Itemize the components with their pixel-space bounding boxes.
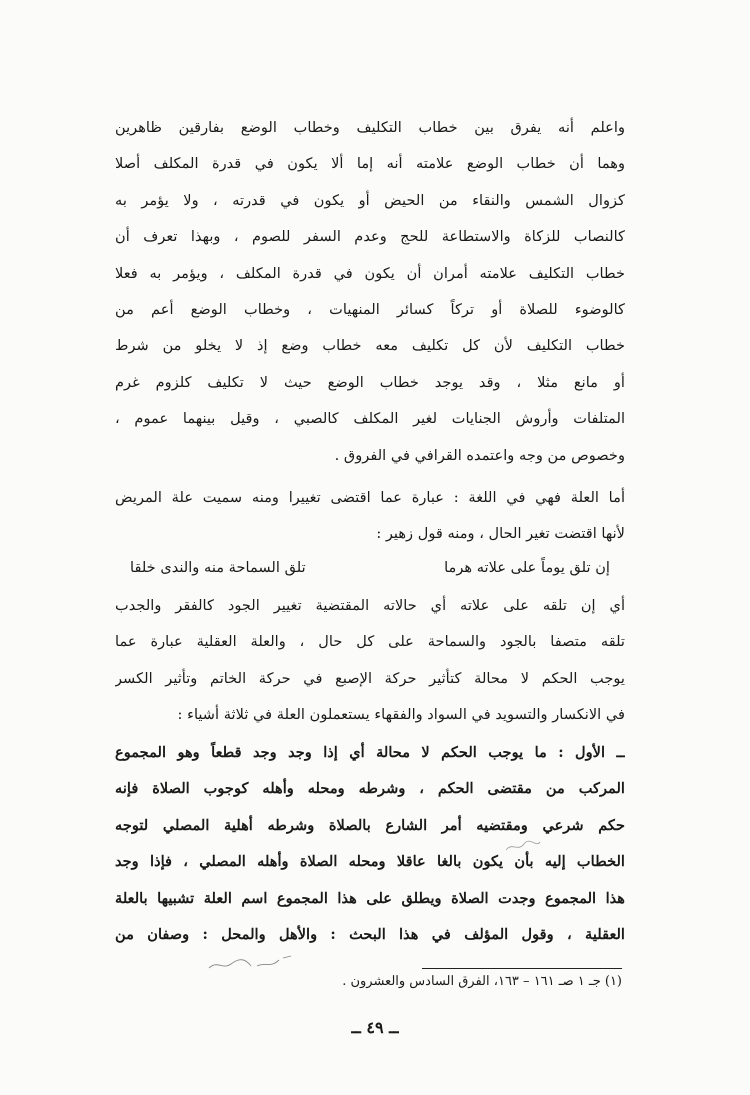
- text-line: أما العلة فهي في اللغة : عبارة عما اقتضى تغييرا ومنه سميت علة المريض: [115, 489, 625, 506]
- text-line: ــ الأول : ما يوجب الحكم لا محالة أي إذا وجد وجد قطعاً وهو المجموع: [115, 744, 625, 761]
- text-line: كالنصاب للزكاة والاستطاعة للحج وعدم السفر للصوم ، وبهذا تعرف أن: [115, 228, 625, 246]
- paragraph-explanation: [115, 588, 625, 734]
- text-line: وهما أن خطاب الوضع علامته أنه إما ألا يكون في قدرة المكلف أصلا: [115, 155, 625, 173]
- page-number: ــ ٤٩ ــ: [351, 1018, 399, 1037]
- paragraph-illa-lugha: [115, 480, 625, 553]
- text-line: العقلية ، وقول المؤلف في هذا البحث : والأهل والمحل : وصفان من: [115, 925, 625, 943]
- text-line: في الانكسار والتسويد في السواد والفقهاء يستعملون العلة في ثلاثة أشياء :: [177, 706, 625, 724]
- text-line: المتلفات وأروش الجنايات لغير المكلف كالصبي ، وقيل بينهما عموم ،: [115, 410, 625, 428]
- text-line: أو مانع مثلا ، وقد يوجد خطاب الوضع حيث لا تكليف كلزوم غرم: [115, 373, 625, 391]
- text-line: الخطاب إليه بأن يكون بالغا عاقلا ومحله الصلاة وأهله المصلي ، فإذا وجد: [115, 853, 625, 871]
- text-line: وخصوص من وجه واعتمده القرافي في الفروق .: [334, 446, 625, 464]
- paragraph-first-meaning: [115, 735, 625, 953]
- verse-second-hemistich: تلق السماحة منه والندى خلقا: [130, 559, 306, 576]
- handwritten-annotation: [502, 838, 542, 854]
- footnote-divider: [422, 968, 622, 969]
- text-line: أي إن تلقه على علاته أي حالاته المقتضية تغيير الجود كالفقر والجدب: [115, 597, 625, 614]
- text-line: واعلم أنه يفرق بين خطاب التكليف وخطاب الوضع بفارقين ظاهرين: [115, 119, 625, 136]
- footnote: (١) جـ ١ صـ ١٦١ – ١٦٣، الفرق السادس والعشرون .: [342, 974, 622, 989]
- text-line: كالوضوء للصلاة أو تركاً كسائر المنهيات ، وخطاب الوضع أعم من: [115, 300, 625, 318]
- text-line: خطاب التكليف علامته أمران أن يكون في قدرة المكلف ، ويؤمر به فعلا: [115, 264, 625, 282]
- verse-first-hemistich: إن تلق يوماً على علاته هرما: [444, 559, 610, 576]
- handwritten-annotation: [205, 952, 295, 974]
- text-line: المركب من مقتضى الحكم ، وشرطه ومحله وأهله كوجوب الصلاة فإنه: [115, 780, 625, 798]
- text-line: لأنها اقتضت تغير الحال ، ومنه قول زهير :: [376, 525, 625, 543]
- text-line: خطاب التكليف لأن كل تكليف معه خطاب وضع إذ لا يخلو من شرط: [115, 337, 625, 355]
- text-line: هذا المجموع وجدت الصلاة ويطلق على هذا المجموع اسم العلة تشبيها بالعلة: [115, 889, 625, 907]
- text-line: يوجب الحكم لا محالة كتأثير حركة الإصبع في حركة الخاتم وتأثير الكسر: [115, 669, 625, 687]
- text-line: حكم شرعي ومقتضيه أمر الشارع بالصلاة وشرطه أهلية المصلي لتوجه: [115, 816, 625, 834]
- text-line: كزوال الشمس والنقاء من الحيض أو يكون في قدرته ، ولا يؤمر به: [115, 191, 625, 209]
- paragraph-khitab: [115, 110, 625, 474]
- text-line: تلقه متصفا بالجود والسماحة على كل حال ، والعلة العقلية عبارة عما: [115, 633, 625, 651]
